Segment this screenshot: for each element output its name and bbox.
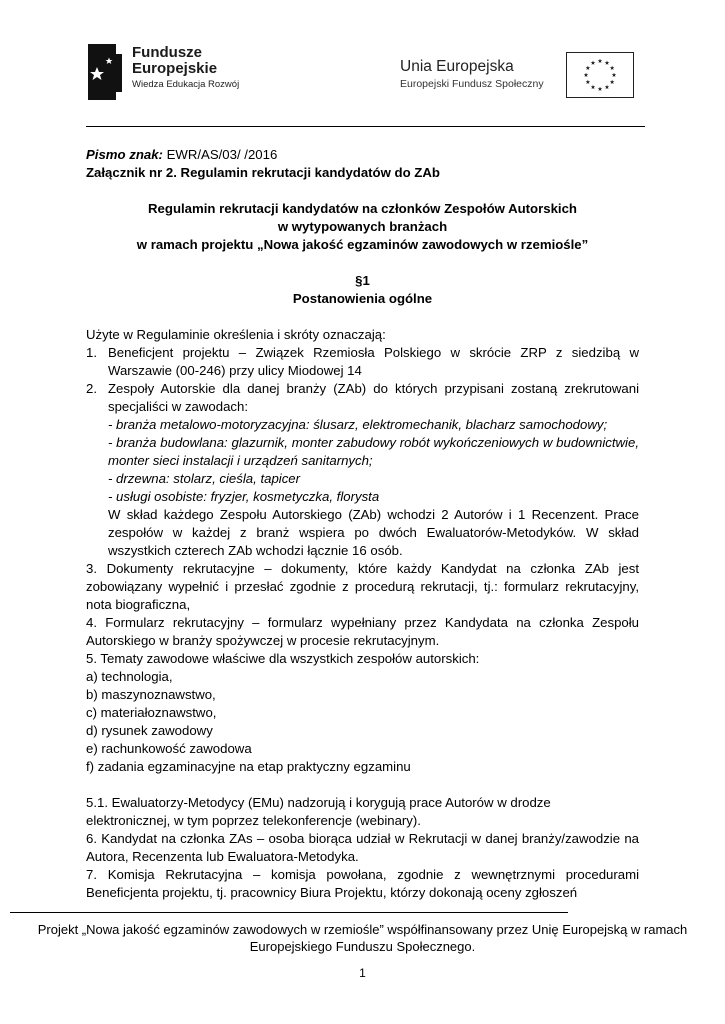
fe-logo-line1: Fundusze xyxy=(132,44,202,61)
footer-text: Projekt „Nowa jakość egzaminów zawodowych w rzemiośle” współfinansowany przez Unię Europejską w ramach Europejskiego Funduszu Społecznego. xyxy=(37,922,688,954)
fundusze-europejskie-logo xyxy=(86,42,286,106)
ue-name: Unia Europejska xyxy=(400,58,514,75)
fe-flag-icon xyxy=(86,42,124,102)
item-2-tail: W skład każdego Zespołu Autorskiego (ZAb) wchodzi 2 Autorów i 1 Recenzent. Prace zespołów w każdej z branż wspiera po dwóch Ewaluatorów-Metodyków. W skład wszystkich czterech ZAb wchodzi łącznie 16 osób. xyxy=(108,507,639,558)
document-body xyxy=(86,146,639,902)
list-item xyxy=(86,344,639,380)
page-number: 1 xyxy=(359,966,366,980)
item-2-text: Zespoły Autorskie dla danej branży (ZAb) do których przypisani zostaną zrekrutowani specjaliści w zawodach: xyxy=(108,381,639,414)
section-number: §1 xyxy=(355,273,370,288)
list-number: 2. xyxy=(86,381,97,396)
topic-c: c) materiałoznawstwo, xyxy=(86,705,217,720)
attachment-title: Załącznik nr 2. Regulamin rekrutacji kandydatów do ZAb xyxy=(86,165,440,180)
item-1-text: Beneficjent projektu – Związek Rzemiosła Polskiego w skrócie ZRP z siedzibą w Warszawie (00-246) przy ulicy Miodowej 14 xyxy=(108,345,639,378)
section-title: Postanowienia ogólne xyxy=(292,291,433,306)
branch-wood: - drzewna: stolarz, cieśla, tapicer xyxy=(108,471,301,486)
ref-label: Pismo znak: xyxy=(86,147,163,162)
topic-d: d) rysunek zawodowy xyxy=(86,723,213,738)
topic-e: e) rachunkowość zawodowa xyxy=(86,741,252,756)
item-6-text: 6. Kandydat na członka ZAs – osoba biorąca udział w Rekrutacji w danej branży/zawodzie na Autora, Recenzenta lub Ewaluatora-Metodyka. xyxy=(86,831,639,864)
item-3-text: 3. Dokumenty rekrutacyjne – dokumenty, które każdy Kandydat na członka ZAb jest zobowiązany wypełnić i przesłać zgodnie z procedurą rekrutacji, tj.: formularz rekrutacyjny, nota biograficzna, xyxy=(86,561,639,612)
branch-construction: - branża budowlana: glazurnik, monter zabudowy robót wykończeniowych w budownictwie, monter sieci instalacji i urządzeń sanitarnych; xyxy=(108,435,639,468)
branch-personal-services: - usługi osobiste: fryzjer, kosmetyczka, florysta xyxy=(108,489,380,504)
topic-b: b) maszynoznawstwo, xyxy=(86,687,216,702)
eu-flag-icon xyxy=(566,52,634,98)
item-5-1-line-1: 5.1. Ewaluatorzy-Metodycy (EMu) nadzorują i korygują prace Autorów w drodze xyxy=(86,795,551,810)
fe-logo-line2: Europejskie xyxy=(132,60,218,77)
topic-f: f) zadania egzaminacyjne na etap praktyczny egzaminu xyxy=(86,759,411,774)
title-line-3: w ramach projektu „Nowa jakość egzaminów zawodowych w rzemiośle” xyxy=(136,237,589,252)
intro-text: Użyte w Regulaminie określenia i skróty oznaczają: xyxy=(86,327,386,342)
list-number: 1. xyxy=(86,345,97,360)
fe-logo-line3: Wiedza Edukacja Rozwój xyxy=(132,79,240,90)
unia-europejska-logo-text xyxy=(400,58,544,92)
ue-fund: Europejski Fundusz Społeczny xyxy=(400,78,544,90)
title-line-1: Regulamin rekrutacji kandydatów na członków Zespołów Autorskich xyxy=(148,201,577,216)
header-divider xyxy=(86,126,645,127)
branch-metal: - branża metalowo-motoryzacyjna: ślusarz, elektromechanik, blacharz samochodowy; xyxy=(108,417,608,432)
item-4-text: 4. Formularz rekrutacyjny – formularz wypełniany przez Kandydata na członka Zespołu Autorskiego w branży spożywczej w procesie rekrutacyjnym. xyxy=(86,615,639,648)
list-item xyxy=(86,380,639,416)
item-5-1-line-2: elektronicznej, w tym poprzez telekonferencje (webinary). xyxy=(86,813,421,828)
title-line-2: w wytypowanych branżach xyxy=(277,219,448,234)
topic-a: a) technologia, xyxy=(86,669,173,684)
ref-value: EWR/AS/03/ /2016 xyxy=(162,147,278,162)
item-5-text: 5. Tematy zawodowe właściwe dla wszystkich zespołów autorskich: xyxy=(86,651,480,666)
item-7-text: 7. Komisja Rekrutacyjna – komisja powołana, zgodnie z wewnętrznymi procedurami Beneficjenta projektu, tj. pracownicy Biura Projektu, którzy dokonają oceny zgłoszeń xyxy=(86,867,639,900)
footer-divider xyxy=(10,912,568,913)
